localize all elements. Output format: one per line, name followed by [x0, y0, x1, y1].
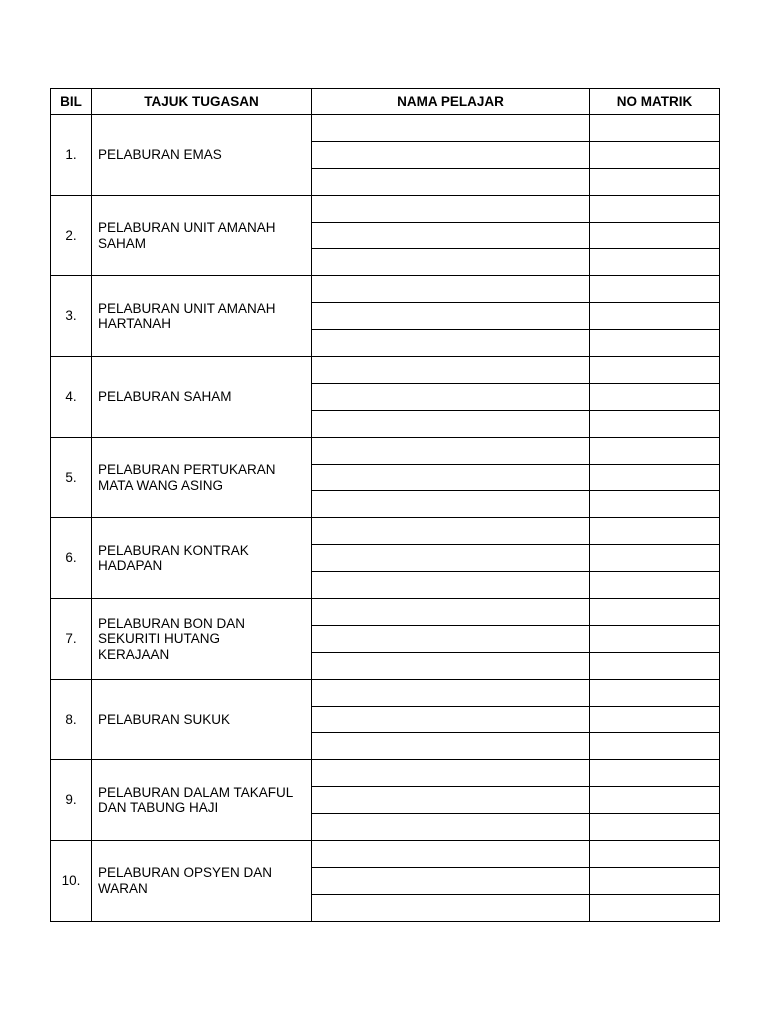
nama-pelajar-cell[interactable]: [312, 599, 590, 626]
nama-pelajar-cell[interactable]: [312, 760, 590, 787]
nama-pelajar-cell[interactable]: [312, 572, 590, 599]
tajuk-tugasan-cell: [92, 679, 312, 760]
tajuk-tugasan-cell: [92, 760, 312, 841]
table-row: [51, 841, 720, 868]
nama-pelajar-cell[interactable]: [312, 222, 590, 249]
no-matrik-cell[interactable]: [590, 168, 720, 195]
no-matrik-cell[interactable]: [590, 867, 720, 894]
nama-pelajar-cell[interactable]: [312, 867, 590, 894]
table-row: [51, 357, 720, 384]
nama-pelajar-cell[interactable]: [312, 330, 590, 357]
tajuk-tugasan-cell: [92, 599, 312, 680]
bil-cell: 6.: [51, 518, 92, 599]
nama-pelajar-cell[interactable]: [312, 518, 590, 545]
table-body: [51, 115, 720, 922]
tajuk-line: SEKURITI HUTANG: [98, 631, 221, 647]
nama-pelajar-cell[interactable]: [312, 168, 590, 195]
no-matrik-cell[interactable]: [590, 652, 720, 679]
no-matrik-cell[interactable]: [590, 787, 720, 814]
table-row: [51, 115, 720, 142]
no-matrik-cell[interactable]: [590, 894, 720, 921]
nama-pelajar-cell[interactable]: [312, 141, 590, 168]
no-matrik-cell[interactable]: [590, 141, 720, 168]
nama-pelajar-cell[interactable]: [312, 357, 590, 384]
table-row: [51, 518, 720, 545]
table-row: [51, 276, 720, 303]
assignment-table: [50, 88, 720, 922]
nama-pelajar-cell[interactable]: [312, 625, 590, 652]
no-matrik-cell[interactable]: [590, 599, 720, 626]
no-matrik-cell[interactable]: [590, 222, 720, 249]
no-matrik-cell[interactable]: [590, 410, 720, 437]
tajuk-line: PELABURAN KONTRAK: [98, 542, 249, 558]
table-row: [51, 437, 720, 464]
no-matrik-cell[interactable]: [590, 330, 720, 357]
table-row: [51, 599, 720, 626]
nama-pelajar-cell[interactable]: [312, 841, 590, 868]
no-matrik-cell[interactable]: [590, 491, 720, 518]
nama-pelajar-cell[interactable]: [312, 249, 590, 276]
bil-cell: 1.: [51, 115, 92, 196]
tajuk-line: HARTANAH: [98, 316, 172, 332]
tajuk-tugasan-cell: [92, 115, 312, 196]
no-matrik-cell[interactable]: [590, 545, 720, 572]
table-row: [51, 760, 720, 787]
tajuk-line: PELABURAN PERTUKARAN: [98, 462, 276, 478]
nama-pelajar-cell[interactable]: [312, 814, 590, 841]
header-tajuk-tugasan: TAJUK TUGASAN: [92, 89, 312, 115]
bil-cell: 9.: [51, 760, 92, 841]
table-row: [51, 195, 720, 222]
tajuk-line: PELABURAN DALAM TAKAFUL: [98, 784, 294, 800]
nama-pelajar-cell[interactable]: [312, 787, 590, 814]
nama-pelajar-cell[interactable]: [312, 437, 590, 464]
tajuk-tugasan-cell: [92, 841, 312, 922]
no-matrik-cell[interactable]: [590, 679, 720, 706]
tajuk-line: PELABURAN UNIT AMANAH: [98, 300, 276, 316]
bil-cell: 3.: [51, 276, 92, 357]
tajuk-line: DAN TABUNG HAJI: [98, 800, 219, 816]
tajuk-line: PELABURAN BON DAN: [98, 615, 246, 631]
tajuk-line: PELABURAN SUKUK: [98, 711, 231, 727]
no-matrik-cell[interactable]: [590, 572, 720, 599]
nama-pelajar-cell[interactable]: [312, 679, 590, 706]
no-matrik-cell[interactable]: [590, 249, 720, 276]
no-matrik-cell[interactable]: [590, 518, 720, 545]
nama-pelajar-cell[interactable]: [312, 115, 590, 142]
header-no-matrik: NO MATRIK: [590, 89, 720, 115]
tajuk-line: SAHAM: [98, 235, 147, 251]
bil-cell: 10.: [51, 841, 92, 922]
header-row: [51, 89, 720, 115]
nama-pelajar-cell[interactable]: [312, 491, 590, 518]
nama-pelajar-cell[interactable]: [312, 545, 590, 572]
bil-cell: 7.: [51, 599, 92, 680]
tajuk-tugasan-cell: [92, 276, 312, 357]
nama-pelajar-cell[interactable]: [312, 733, 590, 760]
bil-cell: 2.: [51, 195, 92, 276]
nama-pelajar-cell[interactable]: [312, 195, 590, 222]
no-matrik-cell[interactable]: [590, 464, 720, 491]
no-matrik-cell[interactable]: [590, 303, 720, 330]
bil-cell: 8.: [51, 679, 92, 760]
tajuk-line: WARAN: [98, 880, 148, 896]
tajuk-line: MATA WANG ASING: [98, 477, 224, 493]
no-matrik-cell[interactable]: [590, 841, 720, 868]
tajuk-line: PELABURAN OPSYEN DAN: [98, 865, 273, 881]
no-matrik-cell[interactable]: [590, 706, 720, 733]
no-matrik-cell[interactable]: [590, 115, 720, 142]
tajuk-line: KERAJAAN: [98, 646, 170, 662]
tajuk-tugasan-cell: [92, 357, 312, 438]
header-bil: BIL: [51, 89, 92, 115]
no-matrik-cell[interactable]: [590, 276, 720, 303]
nama-pelajar-cell[interactable]: [312, 464, 590, 491]
tajuk-tugasan-cell: [92, 437, 312, 518]
nama-pelajar-cell[interactable]: [312, 383, 590, 410]
nama-pelajar-cell[interactable]: [312, 276, 590, 303]
tajuk-tugasan-cell: [92, 195, 312, 276]
bil-cell: 4.: [51, 357, 92, 438]
no-matrik-cell[interactable]: [590, 195, 720, 222]
tajuk-line: PELABURAN UNIT AMANAH: [98, 220, 276, 235]
no-matrik-cell[interactable]: [590, 383, 720, 410]
no-matrik-cell[interactable]: [590, 625, 720, 652]
tajuk-line: HADAPAN: [98, 558, 163, 574]
no-matrik-cell[interactable]: [590, 437, 720, 464]
nama-pelajar-cell[interactable]: [312, 706, 590, 733]
tajuk-line: PELABURAN EMAS: [98, 147, 222, 163]
nama-pelajar-cell[interactable]: [312, 894, 590, 921]
table-row: [51, 679, 720, 706]
bil-cell: 5.: [51, 437, 92, 518]
tajuk-line: PELABURAN SAHAM: [98, 389, 232, 405]
no-matrik-cell[interactable]: [590, 760, 720, 787]
tajuk-tugasan-cell: [92, 518, 312, 599]
nama-pelajar-cell[interactable]: [312, 303, 590, 330]
no-matrik-cell[interactable]: [590, 357, 720, 384]
nama-pelajar-cell[interactable]: [312, 410, 590, 437]
header-nama-pelajar: NAMA PELAJAR: [312, 89, 590, 115]
no-matrik-cell[interactable]: [590, 814, 720, 841]
no-matrik-cell[interactable]: [590, 733, 720, 760]
nama-pelajar-cell[interactable]: [312, 652, 590, 679]
